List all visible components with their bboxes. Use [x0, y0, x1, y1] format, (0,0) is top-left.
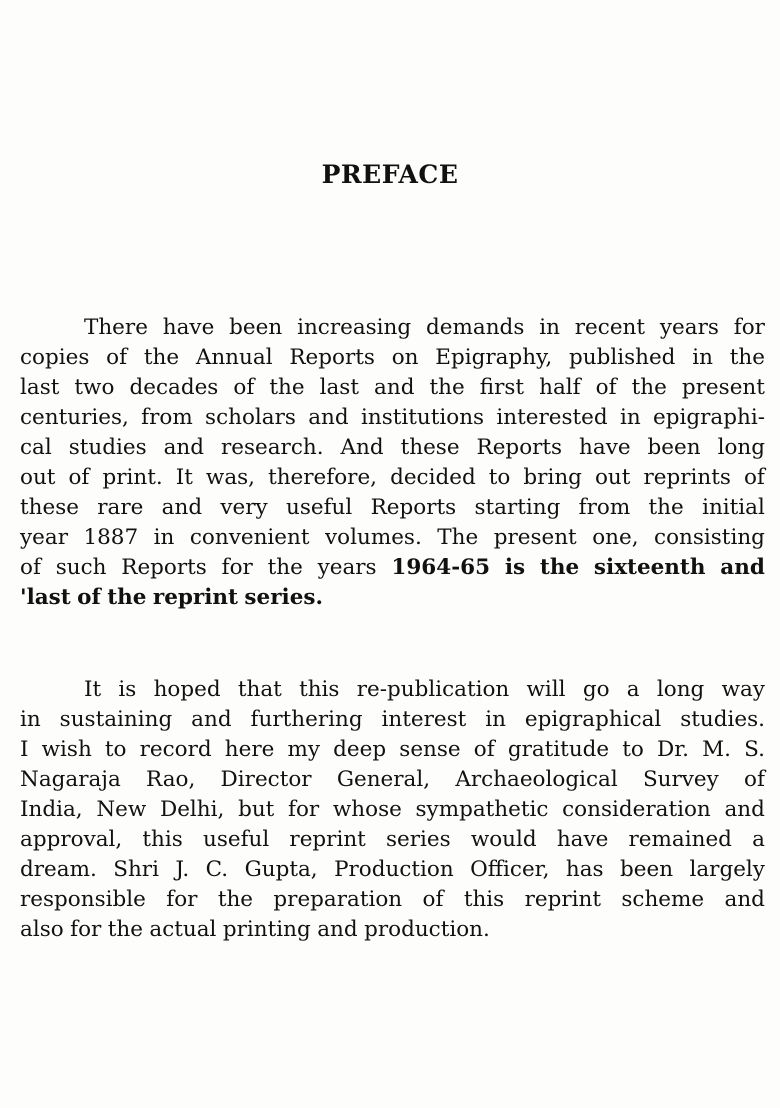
word: this: [142, 827, 183, 852]
word: Survey: [642, 767, 719, 792]
word: Archaeological: [455, 767, 618, 792]
word: furthering: [250, 707, 363, 732]
word: out: [20, 465, 56, 490]
word: Delhi,: [159, 797, 225, 822]
word: useful: [286, 495, 353, 520]
word: remained: [628, 827, 732, 852]
word: series.: [244, 585, 323, 610]
word: of: [20, 555, 41, 580]
text-line: [20, 825, 765, 855]
word: that: [237, 677, 282, 702]
word: J.: [175, 857, 190, 882]
word: this: [463, 887, 505, 912]
text-line: [20, 705, 765, 735]
text-line: [20, 583, 765, 613]
word: years: [659, 315, 719, 340]
word: wish: [41, 737, 92, 762]
word: and: [317, 917, 358, 942]
word: the: [267, 555, 303, 580]
word: sixteenth: [593, 555, 706, 580]
word: studies: [68, 435, 147, 460]
word: of: [106, 345, 128, 370]
page-title: PREFACE: [321, 160, 459, 189]
word: present: [681, 375, 765, 400]
text-line: [20, 463, 765, 493]
word: Reports: [289, 345, 375, 370]
word: way: [721, 677, 765, 702]
text-line: [20, 373, 765, 403]
word: is: [504, 555, 526, 580]
word: the: [143, 345, 180, 370]
word: long: [717, 435, 765, 460]
text-line: [20, 675, 765, 705]
text-line: [20, 855, 765, 885]
word: also: [20, 917, 64, 942]
word: years: [317, 555, 377, 580]
word: to: [104, 737, 127, 762]
word: decades: [129, 375, 219, 400]
word: to: [622, 737, 644, 762]
word: present: [493, 525, 577, 550]
word: have: [162, 315, 215, 340]
word: cal: [20, 435, 52, 460]
word: 'last: [20, 585, 71, 610]
word: Production: [334, 857, 454, 882]
word: of: [422, 887, 444, 912]
word: and: [163, 435, 205, 460]
word: and: [720, 555, 765, 580]
word: the: [648, 495, 684, 520]
word: rare: [97, 495, 144, 520]
word: sense: [399, 737, 461, 762]
word: of: [77, 585, 101, 610]
word: studies.: [680, 707, 765, 732]
word: deep: [333, 737, 387, 762]
word: here: [224, 737, 275, 762]
word: demands: [426, 315, 525, 340]
word: Shri: [113, 857, 159, 882]
word: consisting: [654, 525, 765, 550]
word: very: [220, 495, 268, 520]
word: whose: [332, 797, 402, 822]
word: bring: [523, 465, 582, 490]
word: scholars: [205, 405, 296, 430]
word: copies: [20, 345, 90, 370]
word: initial: [702, 495, 765, 520]
word: have: [579, 435, 631, 460]
word: in: [692, 345, 713, 370]
word: research.: [220, 435, 324, 460]
word: in: [539, 315, 560, 340]
word: been: [647, 435, 701, 460]
word: is: [118, 677, 137, 702]
word: for: [733, 315, 765, 340]
word: the: [729, 345, 765, 370]
word: would: [470, 827, 537, 852]
word: Annual: [195, 345, 273, 370]
word: responsible: [20, 887, 146, 912]
word: of: [68, 465, 90, 490]
word: of: [473, 737, 495, 762]
word: centuries,: [20, 405, 129, 430]
word: sustaining: [59, 707, 173, 732]
word: long: [656, 677, 705, 702]
word: And: [340, 435, 384, 460]
word: 1887: [83, 525, 139, 550]
text-line: [20, 403, 765, 433]
word: General,: [336, 767, 431, 792]
word: and: [374, 375, 415, 400]
word: largely: [689, 857, 765, 882]
word: gratitude: [507, 737, 610, 762]
text-line: [20, 313, 765, 343]
word: the: [631, 375, 667, 400]
word: go: [582, 677, 610, 702]
word: It: [84, 677, 102, 702]
word: have: [556, 827, 609, 852]
word: and: [724, 887, 765, 912]
word: production.: [364, 917, 490, 942]
word: epigraphical: [524, 707, 662, 732]
word: this: [299, 677, 340, 702]
word: print.: [102, 465, 163, 490]
text-line: [20, 553, 765, 583]
word: for: [166, 887, 198, 912]
word: S.: [744, 737, 765, 762]
word: scheme: [621, 887, 705, 912]
word: for: [221, 555, 253, 580]
word: to: [488, 465, 511, 490]
word: in: [20, 707, 41, 732]
word: on: [391, 345, 419, 370]
word: the: [539, 555, 580, 580]
word: year: [20, 525, 68, 550]
word: record: [139, 737, 212, 762]
word: and: [191, 707, 232, 732]
word: but: [238, 797, 275, 822]
word: Epigraphy,: [435, 345, 553, 370]
preface-paragraph-1: [20, 313, 765, 613]
word: decided: [390, 465, 476, 490]
word: preparation: [273, 887, 403, 912]
word: interest: [381, 707, 467, 732]
word: reprint: [289, 827, 366, 852]
text-line: [20, 795, 765, 825]
preface-paragraph-2: [20, 675, 765, 945]
word: and: [161, 495, 203, 520]
word: been: [619, 857, 674, 882]
word: such: [55, 555, 107, 580]
word: therefore,: [268, 465, 378, 490]
word: will: [526, 677, 566, 702]
word: consideration: [562, 797, 711, 822]
text-line: [20, 885, 765, 915]
word: my: [287, 737, 321, 762]
word: two: [74, 375, 115, 400]
word: Reports: [121, 555, 207, 580]
word: the: [107, 585, 147, 610]
word: The: [437, 525, 479, 550]
word: approval,: [20, 827, 123, 852]
word: the: [429, 375, 465, 400]
word: Reports: [476, 435, 563, 460]
word: published: [568, 345, 676, 370]
word: been: [229, 315, 283, 340]
word: epigraphi-: [653, 405, 765, 430]
word: dream.: [20, 857, 97, 882]
word: for: [70, 917, 102, 942]
word: of: [743, 465, 765, 490]
word: recent: [574, 315, 646, 340]
word: increasing: [297, 315, 412, 340]
word: reprint: [524, 887, 601, 912]
word: Nagaraja: [20, 767, 121, 792]
word: of: [233, 375, 255, 400]
word: volumes.: [325, 525, 422, 550]
word: institutions: [360, 405, 485, 430]
word: last: [20, 375, 60, 400]
word: out: [594, 465, 631, 490]
text-line: [20, 433, 765, 463]
word: re-publication: [356, 677, 510, 702]
word: interested: [496, 405, 608, 430]
word: It: [175, 465, 193, 490]
text-line: [20, 493, 765, 523]
word: hoped: [153, 677, 221, 702]
word: from: [578, 495, 631, 520]
word: and: [724, 797, 765, 822]
word: Dr.: [657, 737, 690, 762]
text-line: [20, 343, 765, 373]
word: C.: [205, 857, 229, 882]
word: There: [84, 315, 148, 340]
text-line: [20, 915, 765, 945]
word: convenient: [189, 525, 310, 550]
word: these: [400, 435, 460, 460]
word: series: [385, 827, 451, 852]
text-line: [20, 735, 765, 765]
word: Officer,: [470, 857, 550, 882]
word: in: [153, 525, 175, 550]
word: from: [141, 405, 193, 430]
word: half: [539, 375, 581, 400]
text-line: [20, 765, 765, 795]
word: sympathetic: [415, 797, 549, 822]
word: M.: [702, 737, 731, 762]
word: of: [744, 767, 765, 792]
text-line: [20, 523, 765, 553]
word: New: [96, 797, 147, 822]
word: starting: [474, 495, 561, 520]
word: has: [565, 857, 604, 882]
word: actual: [149, 917, 217, 942]
word: last: [319, 375, 359, 400]
word: India,: [20, 797, 83, 822]
word: printing: [222, 917, 311, 942]
word: reprints: [643, 465, 731, 490]
word: useful: [202, 827, 270, 852]
word: for: [288, 797, 320, 822]
word: the: [217, 887, 254, 912]
word: I: [20, 737, 29, 762]
word: these: [20, 495, 79, 520]
word: reprint: [152, 585, 238, 610]
word: Rao,: [146, 767, 196, 792]
word: Reports: [370, 495, 457, 520]
word: first: [479, 375, 525, 400]
word: the: [107, 917, 143, 942]
word: in: [485, 707, 506, 732]
word: a: [626, 677, 640, 702]
word: the: [269, 375, 305, 400]
word: Gupta,: [244, 857, 318, 882]
word: 1964-65: [391, 555, 491, 580]
word: was,: [205, 465, 256, 490]
word: Director: [220, 767, 312, 792]
word: one,: [592, 525, 639, 550]
word: in: [619, 405, 641, 430]
word: and: [308, 405, 349, 430]
word: a: [752, 827, 765, 852]
word: of: [595, 375, 617, 400]
